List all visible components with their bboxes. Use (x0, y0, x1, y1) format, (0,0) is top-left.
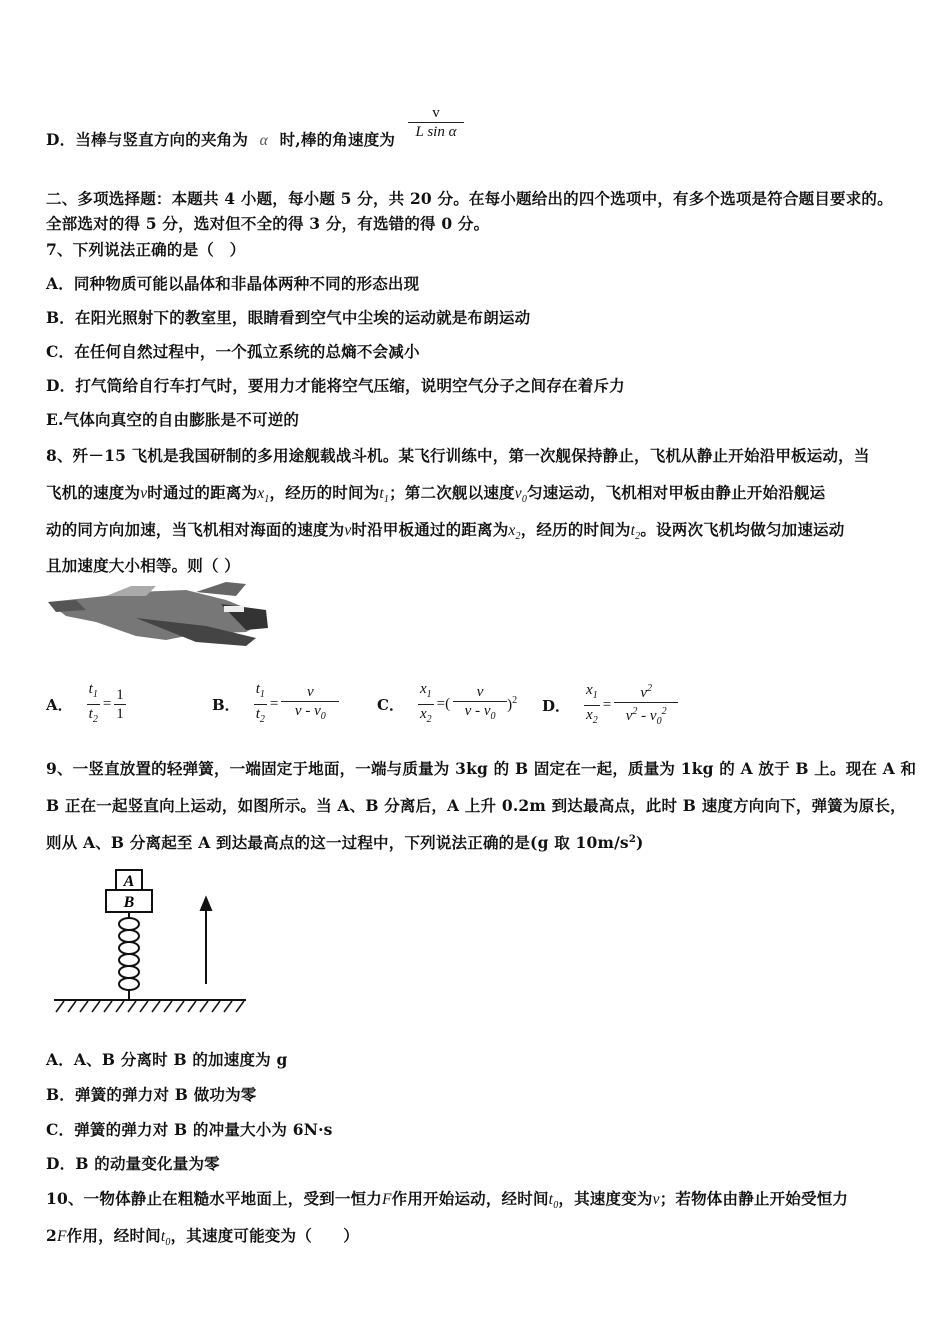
q8-line4: 且加速度大小相等。则（ ） (46, 556, 240, 575)
q9-option-d: D．B 的动量变化量为零 (46, 1154, 220, 1173)
q10-line1: 10、一物体静止在粗糙水平地面上，受到一恒力F作用开始运动，经时间$t_0$，其速度变为v；若物体由静止开始受恒力 (46, 1189, 849, 1212)
q9-line1: 9、一竖直放置的轻弹簧，一端固定于地面，一端与质量为 3kg 的 B 固定在一起，质量为 1kg 的 A 放于 B 上。现在 A 和 (46, 759, 917, 778)
section2-line1: 二、多项选择题：本题共 4 小题，每小题 5 分，共 20 分。在每小题给出的四个选项中，有多个选项是符合题目要求的。 (46, 189, 893, 208)
velocity-arrow (201, 898, 211, 984)
ground (54, 1000, 246, 1012)
q9-option-c: C．弹簧的弹力对 B 的冲量大小为 6N·s (46, 1120, 333, 1139)
fighter-jet-image (46, 582, 268, 652)
q7-option-b: B．在阳光照射下的教室里，眼睛看到空气中尘埃的运动就是布朗运动 (46, 308, 531, 327)
q10-line2: 2F作用，经时间$t_0$，其速度可能变为（ ） (46, 1226, 359, 1249)
q8-option-c: C． $\frac{x_1}{x_2}$ =( v v - $v_0$ )$^2$ (377, 681, 518, 725)
q8-line2: 飞机的速度为v时通过的距离为$x_1$，经历的时间为$t_1$；第二次舰以速度$v_0$匀速运动，飞机相对甲板由静止开始沿舰运 (46, 483, 826, 506)
q8-option-d: D． $\frac{x_1}{x_2}$ = $\frac{v^2}{v^2 - v_0^2}$ (542, 680, 678, 731)
block-a-label: A (123, 873, 135, 890)
q7-option-a: A．同种物质可能以晶体和非晶体两种不同的形态出现 (46, 274, 420, 293)
q8-line1: 8、歼－15 飞机是我国研制的多用途舰载战斗机。某飞行训练中，第一次舰保持静止，飞机从静止开始沿甲板运动，当 (46, 446, 870, 465)
q6-fraction: $\frac{v}{\text{L sin α}}$ (408, 104, 464, 141)
q7-stem: 7、下列说法正确的是（ ） (46, 240, 246, 259)
q9-line2: B 正在一起竖直向上运动，如图所示。当 A、B 分离后，A 上升 0.2m 到达最高点，此时 B 速度方向向下，弹簧为原长， (46, 796, 906, 815)
q7-option-e: E.气体向真空的自由膨胀是不可逆的 (46, 410, 300, 429)
section2-line2: 全部选对的得 5 分，选对但不全的得 3 分，有选错的得 0 分。 (46, 214, 490, 233)
q9-line3: 则从 A、B 分离起至 A 到达最高点的这一过程中，下列说法正确的是(g 取 $10m/s^2$) (46, 833, 644, 852)
q7-option-c: C．在任何自然过程中，一个孤立系统的总熵不会减小 (46, 342, 420, 361)
q9-option-a: A．A、B 分离时 B 的加速度为 g (46, 1050, 288, 1069)
q8-option-b: B． $\frac{t_1}{t_2}$ = $\frac{v}{v - v_0}$ (212, 680, 339, 729)
spring-diagram (50, 866, 250, 1016)
spring (119, 912, 139, 1000)
q9-option-b: B．弹簧的弹力对 B 做功为零 (46, 1085, 257, 1104)
q7-option-d: D．打气筒给自行车打气时，要用力才能将空气压缩，说明空气分子之间存在着斥力 (46, 376, 625, 395)
q8-line3: 动的同方向加速，当飞机相对海面的速度为v时沿甲板通过的距离为$x_2$，经历的时间为$t_2$。设两次飞机均做匀加速运动 (46, 520, 845, 543)
block-b-label: B (123, 894, 135, 911)
q8-option-a: A． $\frac{t_1}{t_2}$ = $\frac{1}{1}$ (46, 681, 124, 725)
q6-option-d: D．当棒与竖直方向的夹角为 α 时,棒的角速度为 (46, 130, 396, 149)
